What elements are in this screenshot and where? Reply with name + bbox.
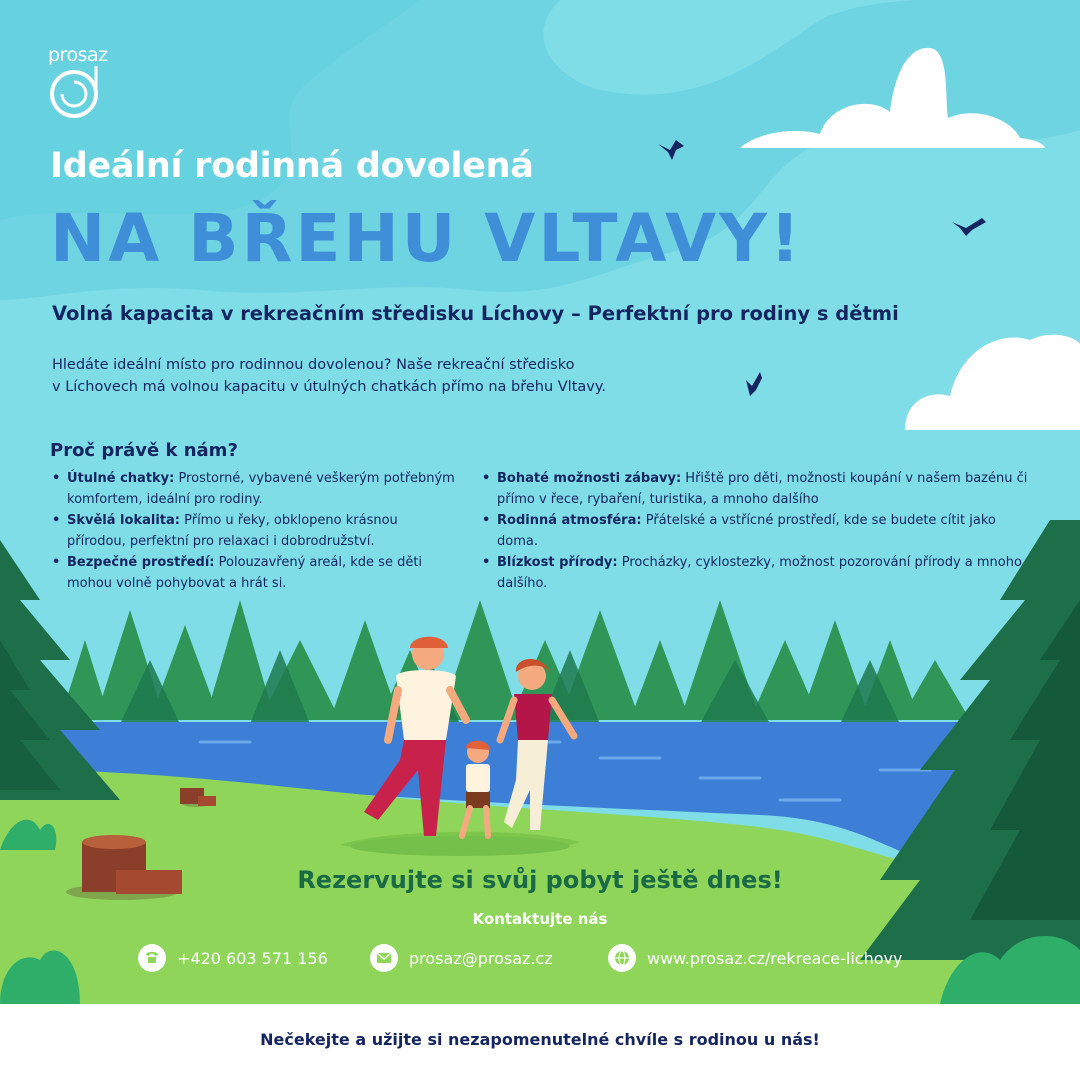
benefit-text: Přátelské a vstřícné prostředí, kde se budete cítit jako doma. [497, 513, 996, 549]
headline: Ideální rodinná dovolená [50, 146, 534, 186]
contact-phone[interactable] [138, 944, 328, 972]
footer-text: Nečekejte a užijte si nezapomenutelné chvíle s rodinou u nás! [260, 1030, 820, 1049]
benefit-title: Bezpečné prostředí: [67, 555, 215, 570]
intro-paragraph [52, 354, 752, 398]
cta-heading: Rezervujte si svůj pobyt ještě dnes! [297, 866, 783, 894]
main-title: NA BŘEHU VLTAVY! [50, 200, 803, 277]
benefit-text: Procházky, cyklostezky, možnost pozorování přírody a mnoho dalšího. [497, 555, 1022, 591]
contact-email[interactable] [370, 944, 553, 972]
logo-text: prosaz [48, 44, 108, 66]
logo-mark-icon [46, 64, 106, 120]
benefit-item [480, 552, 1040, 594]
contact-label: Kontaktujte nás [472, 910, 608, 928]
benefit-text: Prostorné, vybavené veškerým potřebným komfortem, ideální pro rodiny. [67, 471, 455, 507]
intro-line-2: v Líchovech má volnou kapacitu v útulných chatkách přímo na břehu Vltavy. [52, 379, 606, 395]
benefit-text: Polouzavřený areál, kde se děti mohou volně pohybovat a hrát si. [67, 555, 423, 591]
benefit-item [480, 510, 1040, 552]
benefit-item [50, 552, 460, 594]
benefit-title: Rodinná atmosféra: [497, 513, 642, 528]
contact-web[interactable] [608, 944, 902, 972]
benefits-list-right [480, 468, 1040, 594]
benefit-item [480, 468, 1040, 510]
benefit-title: Blízkost přírody: [497, 555, 618, 570]
phone-icon [138, 944, 166, 972]
benefit-title: Skvělá lokalita: [67, 513, 180, 528]
benefit-title: Útulné chatky: [67, 471, 175, 486]
prosaz-logo [46, 44, 110, 124]
website-link[interactable]: www.prosaz.cz/rekreace-lichovy [647, 948, 903, 968]
benefit-item [50, 510, 460, 552]
envelope-icon [370, 944, 398, 972]
benefit-text: Hřiště pro děti, možnosti koupání v našem bazénu či přímo v řece, rybaření, turistika, a mnoho dalšího [497, 471, 1028, 507]
intro-line-1: Hledáte ideální místo pro rodinnou dovolenou? Naše rekreační středisko [52, 357, 575, 373]
benefit-text: Přímo u řeky, obklopeno krásnou přírodou, perfektní pro relaxaci i dobrodružství. [67, 513, 398, 549]
email-address[interactable]: prosaz@prosaz.cz [409, 948, 553, 968]
globe-icon [608, 944, 636, 972]
benefit-item [50, 468, 460, 510]
phone-number[interactable]: +420 603 571 156 [177, 948, 328, 968]
subtitle: Volná kapacita v rekreačním středisku Líchovy – Perfektní pro rodiny s dětmi [52, 302, 899, 325]
benefits-list-left [50, 468, 460, 594]
benefit-title: Bohaté možnosti zábavy: [497, 471, 682, 486]
why-us-title: Proč právě k nám? [50, 440, 238, 461]
